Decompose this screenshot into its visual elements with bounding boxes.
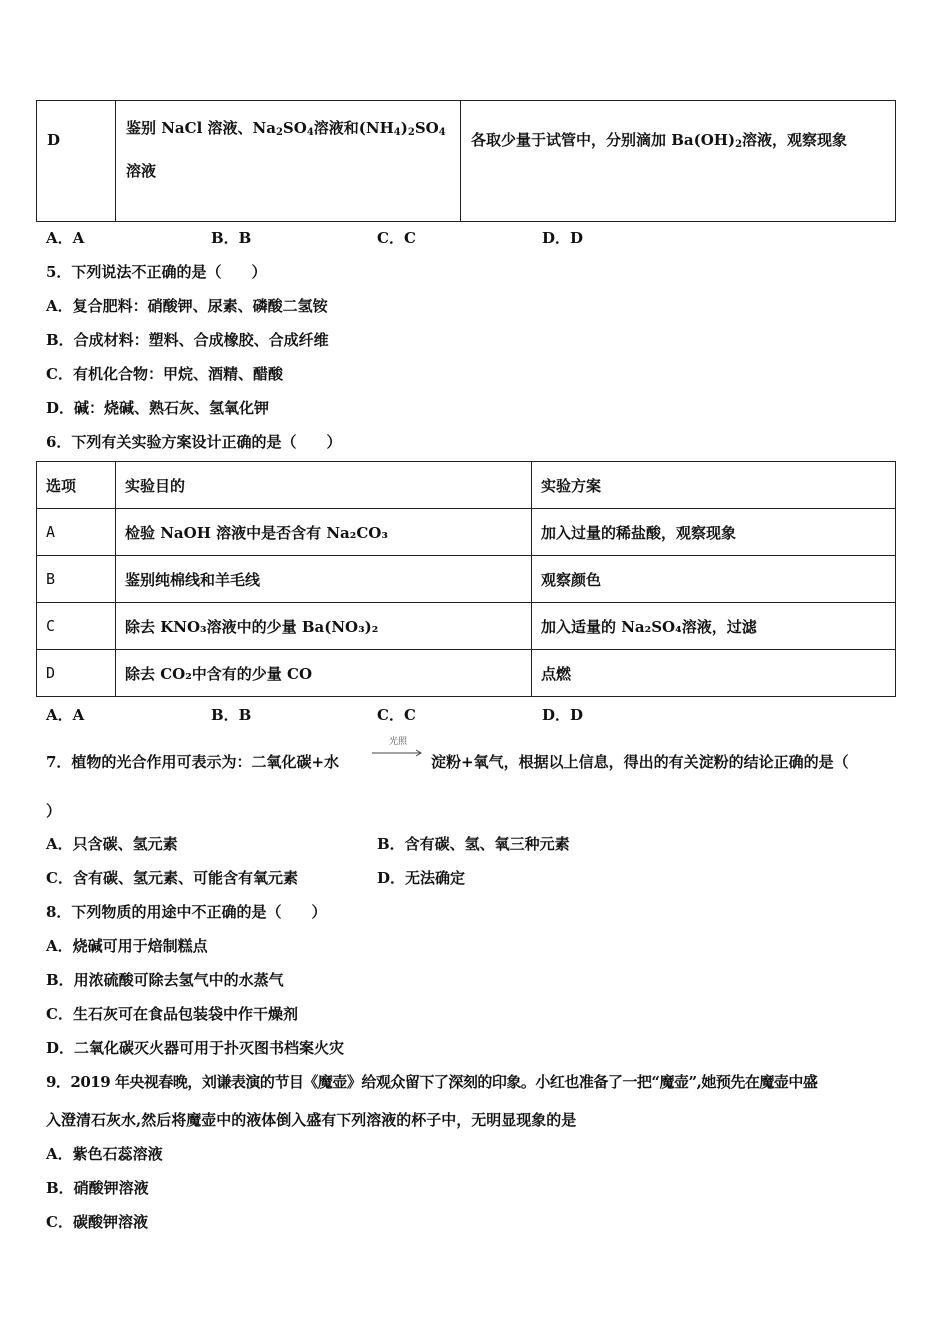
q7-reaction-arrow bbox=[370, 737, 426, 761]
q8-option-b[interactable]: B．用浓硫酸可除去氢气中的水蒸气 bbox=[46, 971, 284, 989]
q6-row-b-opt: B bbox=[37, 556, 116, 603]
q4-option-c[interactable]: C．C bbox=[377, 229, 416, 247]
q5-option-a[interactable]: A．复合肥料：硝酸钾、尿素、磷酸二氢铵 bbox=[46, 297, 328, 315]
q6-row-a-method: 加入过量的稀盐酸，观察现象 bbox=[532, 509, 896, 556]
q6-option-a[interactable]: A．A bbox=[46, 706, 85, 724]
q6-header-method: 实验方案 bbox=[532, 462, 896, 509]
q4-option-a[interactable]: A．A bbox=[46, 229, 85, 247]
q4-row-d-method: 各取少量于试管中，分别滴加 $Ba(OH)_2$溶液，观察现象 bbox=[471, 131, 848, 150]
q8-stem: 8．下列物质的用途中不正确的是（ ） bbox=[46, 903, 327, 921]
q7-stem-close: ） bbox=[46, 802, 62, 820]
q7-option-b[interactable]: B．含有碳、氢、氧三种元素 bbox=[377, 835, 570, 853]
q6-row-d-method: 点燃 bbox=[532, 650, 896, 697]
table-row bbox=[37, 509, 896, 556]
q6-option-b[interactable]: B．B bbox=[211, 706, 252, 724]
q8-option-c[interactable]: C．生石灰可在食品包装袋中作干燥剂 bbox=[46, 1005, 298, 1023]
table-row bbox=[37, 603, 896, 650]
q7-stem-pre: 7．植物的光合作用可表示为：二氧化碳+水 bbox=[46, 753, 340, 771]
q4-row-d-purpose-cell bbox=[116, 101, 461, 222]
table-row bbox=[37, 650, 896, 697]
q6-row-c-method: 加入适量的 Na₂SO₄溶液，过滤 bbox=[532, 603, 896, 650]
q6-stem: 6．下列有关实验方案设计正确的是（ ） bbox=[46, 433, 342, 451]
q9-option-b[interactable]: B．硝酸钾溶液 bbox=[46, 1179, 149, 1197]
q6-table bbox=[36, 461, 896, 697]
q6-row-a-opt: A bbox=[37, 509, 116, 556]
q7-option-c[interactable]: C．含有碳、氢元素、可能含有氧元素 bbox=[46, 869, 298, 887]
q8-option-d[interactable]: D．二氧化碳灭火器可用于扑灭图书档案火灾 bbox=[46, 1039, 345, 1057]
q5-option-d[interactable]: D．碱：烧碱、熟石灰、氢氧化钾 bbox=[46, 399, 270, 417]
q8-option-a[interactable]: A．烧碱可用于焙制糕点 bbox=[46, 937, 208, 955]
q5-option-b[interactable]: B．合成材料：塑料、合成橡胶、合成纤维 bbox=[46, 331, 329, 349]
table-row bbox=[37, 101, 896, 222]
q7-option-a[interactable]: A．只含碳、氢元素 bbox=[46, 835, 178, 853]
q6-row-d-opt: D bbox=[37, 650, 116, 697]
q4-row-d-label-cell bbox=[37, 101, 116, 222]
q6-row-c-purpose: 除去 KNO₃溶液中的少量 Ba(NO₃)₂ bbox=[116, 603, 532, 650]
q4-option-b[interactable]: B．B bbox=[211, 229, 252, 247]
q4-row-d-method-cell bbox=[461, 101, 896, 222]
q9-stem-line1: 9．2019 年央视春晚，刘谦表演的节目《魔壶》给观众留下了深刻的印象。小红也准备了一把“魔壶”,她预先在魔壶中盛 bbox=[46, 1073, 818, 1091]
q5-stem: 5．下列说法不正确的是（ ） bbox=[46, 263, 267, 281]
q9-option-c[interactable]: C．碳酸钾溶液 bbox=[46, 1213, 148, 1231]
q6-row-c-opt: C bbox=[37, 603, 116, 650]
arrow-icon bbox=[370, 748, 426, 758]
q4-row-d-purpose: 鉴别 NaCl 溶液、$Na_2SO_4$溶液和$(NH_4)_2SO_4$溶液 bbox=[126, 119, 446, 180]
q6-row-a-purpose: 检验 NaOH 溶液中是否含有 Na₂CO₃ bbox=[116, 509, 532, 556]
q7-option-d[interactable]: D．无法确定 bbox=[377, 869, 466, 887]
q6-row-b-purpose: 鉴别纯棉线和羊毛线 bbox=[116, 556, 532, 603]
q6-header-option: 选项 bbox=[37, 462, 116, 509]
q4-row-d-label: D bbox=[47, 131, 61, 149]
q9-stem-line2: 入澄清石灰水,然后将魔壶中的液体倒入盛有下列溶液的杯子中，无明显现象的是 bbox=[46, 1111, 577, 1129]
q6-header-purpose: 实验目的 bbox=[116, 462, 532, 509]
q4-option-d[interactable]: D．D bbox=[542, 229, 584, 247]
q6-option-c[interactable]: C．C bbox=[377, 706, 416, 724]
table-header-row bbox=[37, 462, 896, 509]
q6-option-d[interactable]: D．D bbox=[542, 706, 584, 724]
q5-option-c[interactable]: C．有机化合物：甲烷、酒精、醋酸 bbox=[46, 365, 283, 383]
q9-option-a[interactable]: A．紫色石蕊溶液 bbox=[46, 1145, 163, 1163]
q7-arrow-label: 光照 bbox=[388, 737, 407, 747]
table-row bbox=[37, 556, 896, 603]
q6-row-b-method: 观察颜色 bbox=[532, 556, 896, 603]
q4-table bbox=[36, 100, 896, 222]
q6-row-d-purpose: 除去 CO₂中含有的少量 CO bbox=[116, 650, 532, 697]
q7-stem-post: 淀粉+氧气，根据以上信息，得出的有关淀粉的结论正确的是（ bbox=[431, 753, 849, 771]
